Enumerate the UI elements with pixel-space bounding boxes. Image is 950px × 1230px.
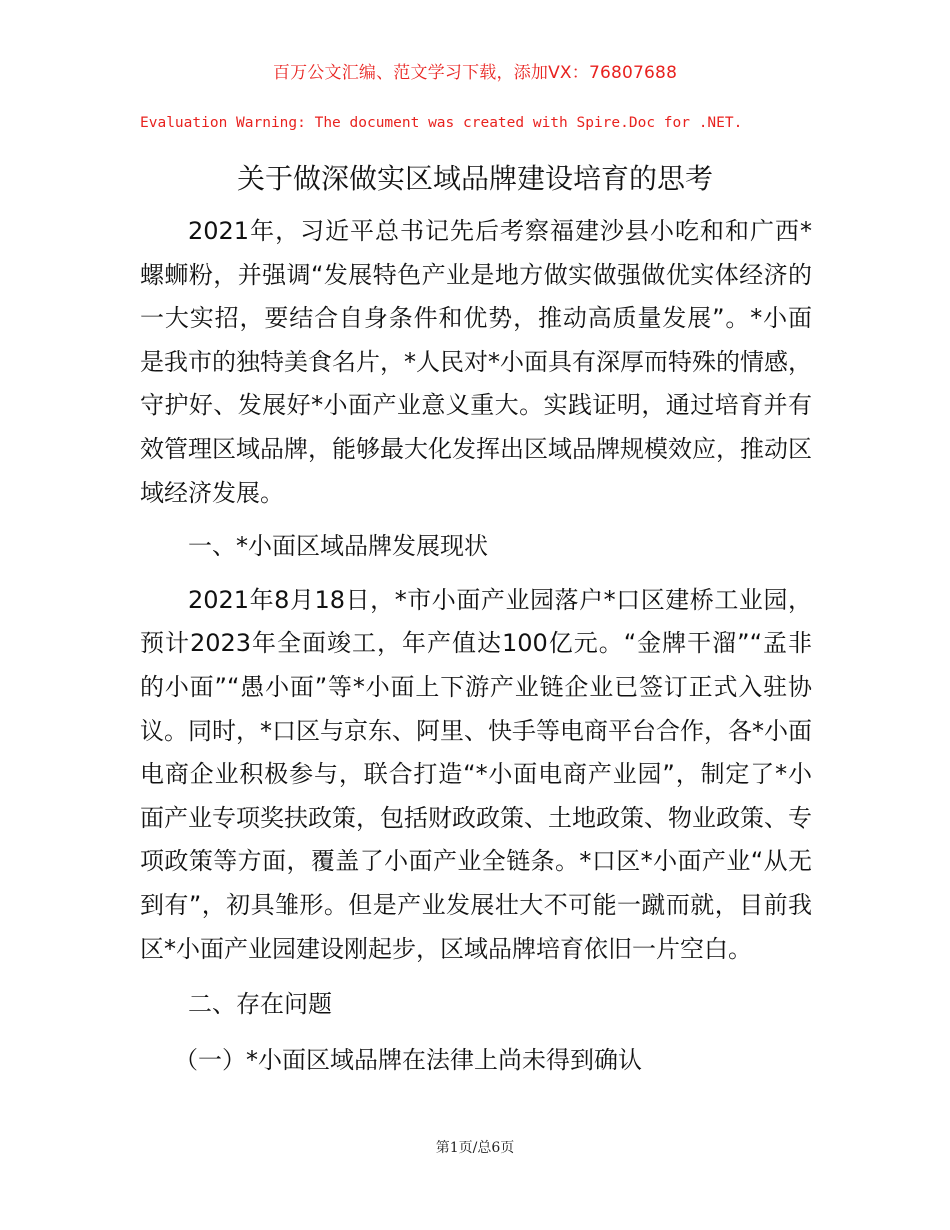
spacer — [140, 515, 812, 525]
section-1-heading: 一、*小面区域品牌发展现状 — [188, 532, 488, 561]
spacer — [140, 971, 812, 983]
spacer — [140, 569, 812, 579]
page-indicator: 第1页/总6页 — [435, 1140, 515, 1156]
spacer — [140, 1027, 812, 1039]
section-2-heading: 二、存在问题 — [188, 990, 332, 1019]
document-title: 关于做深做实区域品牌建设培育的思考 — [236, 162, 713, 195]
header-banner: 百万公文汇编、范文学习下载，添加VX：76807688 — [272, 63, 678, 83]
section-1-paragraph: 2021年8月18日，*市小面产业园落户*口区建桥工业园，预计2023年全面竣工，年产值达100亿元。“金牌干溜”“孟非的小面”“愚小面”等*小面上下游产业链企业已签订正式入驻协议。同时，*口区与京东、阿里、快手等电商平台合作，各*小面电商企业积极参与，联合打造“*小面电商产业园”，制定了*小面产业专项奖扶政策，包括财政政策、土地政策、物业政策、专项政策等方面，覆盖了小面产业全链条。*口区*小面产业“从无到有”，初具雏形。但是产业发展壮大不可能一蹴而就，目前我区*小面产业园建设刚起步，区域品牌培育依旧一片空白。 — [140, 585, 812, 963]
intro-paragraph: 2021年，习近平总书记先后考察福建沙县小吃和和广西*螺蛳粉，并强调“发展特色产业是地方做实做强做优实体经济的一大实招，要结合自身条件和优势，推动高质量发展”。*小面是我市的独特美食名片，*人民对*小面具有深厚而特殊的情感，守护好、发展好*小面产业意义重大。实践证明，通过培育并有效管理区域品牌，能够最大化发挥出区域品牌规模效应，推动区域经济发展。 — [140, 217, 812, 507]
evaluation-warning: Evaluation Warning: The document was created with Spire.Doc for .NET. — [140, 115, 743, 131]
document-body — [140, 210, 812, 1082]
section-2-subheading-1: （一）*小面区域品牌在法律上尚未得到确认 — [174, 1045, 642, 1074]
